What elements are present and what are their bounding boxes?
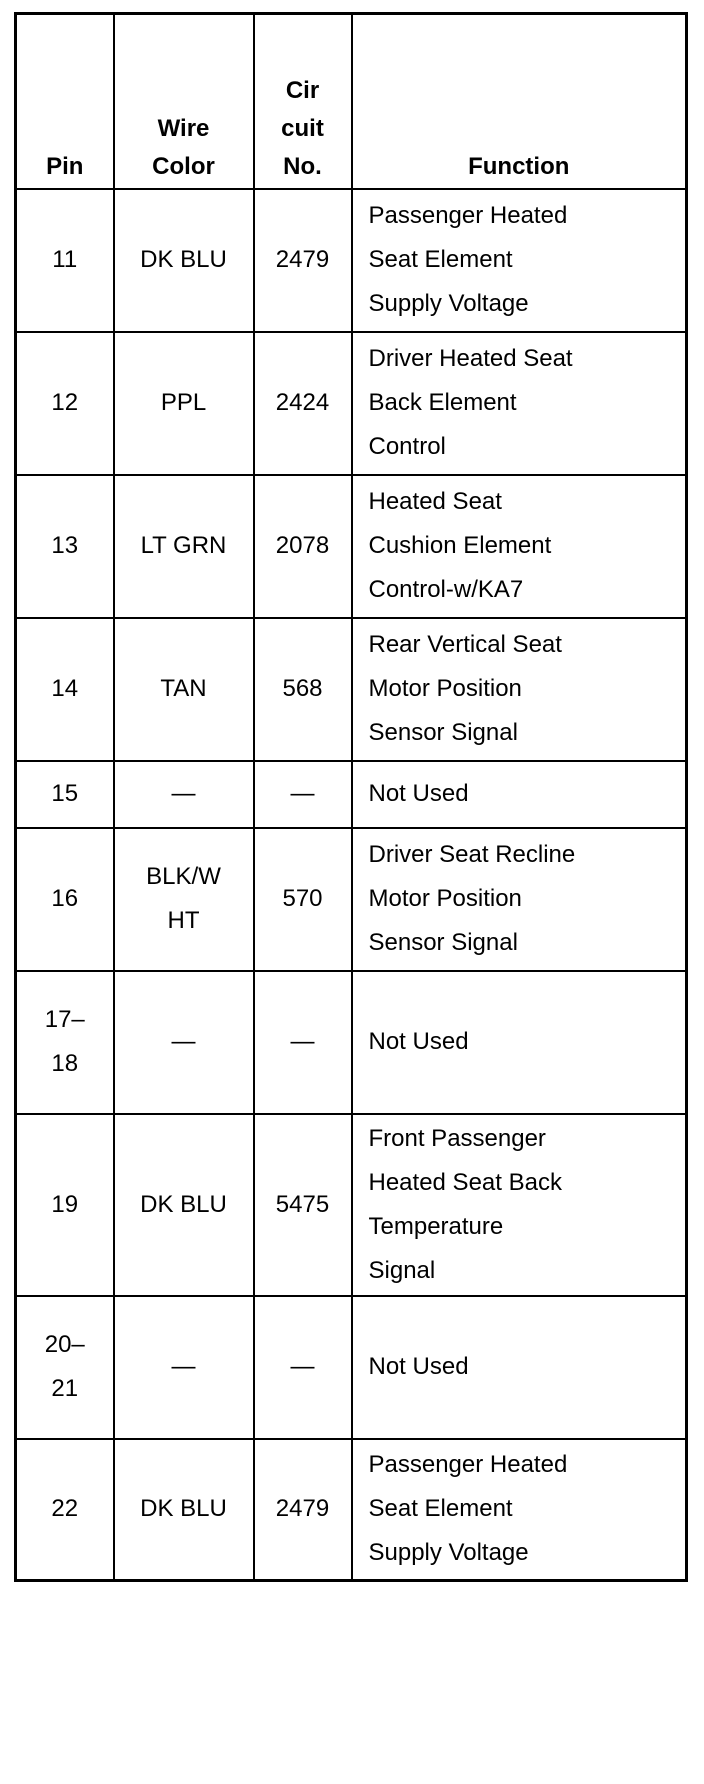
function-cell-line: Passenger Heated: [368, 202, 568, 229]
table-row: [16, 618, 687, 761]
function-cell: [352, 475, 687, 618]
header-function: [352, 14, 687, 189]
function-cell-line: Signal: [368, 1256, 436, 1284]
header-circuit-line-1: Cir: [285, 76, 320, 104]
wire-color-cell: [114, 828, 254, 971]
function-cell: [352, 332, 687, 475]
circuit-cell: —: [254, 761, 352, 828]
circuit-cell: 2479: [254, 1439, 352, 1581]
wire-color-cell: [114, 189, 254, 332]
function-cell-line: Rear Vertical Seat: [368, 631, 562, 658]
table-row: [16, 761, 687, 828]
wire-color-cell: [114, 332, 254, 475]
wire-color-cell-line: PPL: [160, 389, 207, 416]
wire-color-cell-line: BLK/W: [146, 863, 221, 890]
circuit-cell: —: [254, 971, 352, 1114]
wire-color-cell-line: TAN: [160, 675, 207, 702]
header-wire-color-line-2: Color: [152, 152, 215, 180]
wire-color-cell: [114, 1114, 254, 1296]
function-cell-line: Passenger Heated: [368, 1451, 568, 1479]
header-circuit-no: [254, 14, 352, 189]
pin-cell: [16, 1114, 114, 1296]
pin-cell: [16, 1296, 114, 1439]
function-cell-line: Seat Element: [368, 246, 513, 273]
circuit-cell: 2479: [254, 189, 352, 332]
function-cell-line: Driver Seat Recline: [368, 841, 576, 868]
table-row: [16, 828, 687, 971]
wire-color-cell: [114, 971, 254, 1114]
pin-cell-line: 11: [52, 246, 78, 273]
function-cell-line: Motor Position: [368, 885, 522, 912]
function-cell-line: Back Element: [368, 389, 517, 416]
connector-pinout-table: [14, 12, 688, 1582]
header-circuit-line-2: cuit: [281, 114, 324, 142]
wire-color-cell-line: DK BLU: [140, 246, 227, 273]
circuit-cell: 2078: [254, 475, 352, 618]
pin-cell-line: 17–: [44, 1006, 85, 1033]
function-cell-line: Seat Element: [368, 1495, 513, 1523]
pin-cell-line: 15: [51, 780, 79, 807]
header-wire-color: [114, 14, 254, 189]
circuit-cell: —: [254, 1296, 352, 1439]
table-row: [16, 189, 687, 332]
function-cell-line: Temperature: [368, 1212, 504, 1240]
function-cell-line: Sensor Signal: [368, 719, 518, 746]
function-cell-line: Cushion Element: [368, 532, 552, 559]
pin-cell: [16, 971, 114, 1114]
table-row: [16, 1439, 687, 1581]
header-function-label: Function: [468, 152, 570, 180]
function-cell-line: Driver Heated Seat: [368, 345, 573, 372]
table-row: [16, 1114, 687, 1296]
pin-cell-line: 18: [51, 1050, 79, 1077]
header-pin-label: Pin: [46, 152, 84, 180]
pin-cell: [16, 761, 114, 828]
wire-color-cell-line: DK BLU: [140, 1495, 227, 1523]
function-cell-line: Supply Voltage: [368, 290, 529, 317]
header-pin: [16, 14, 114, 189]
wire-color-cell-line: —: [171, 1353, 196, 1380]
wire-color-cell: [114, 475, 254, 618]
wire-color-cell: [114, 1439, 254, 1581]
wire-color-cell-line: LT GRN: [140, 532, 227, 559]
function-cell: [352, 189, 687, 332]
function-cell-line: Not Used: [368, 780, 469, 807]
wire-color-cell-line: —: [171, 780, 196, 807]
circuit-cell: 570: [254, 828, 352, 971]
pin-cell: [16, 618, 114, 761]
function-cell-line: Heated Seat Back: [368, 1168, 562, 1196]
pin-rows: [16, 189, 687, 1581]
pin-cell-line: 21: [51, 1375, 79, 1402]
wire-color-cell-line: HT: [167, 907, 200, 934]
function-cell: [352, 761, 687, 828]
function-cell: [352, 618, 687, 761]
pin-cell: [16, 475, 114, 618]
pin-cell-line: 12: [51, 389, 79, 416]
pin-cell: [16, 189, 114, 332]
function-cell-line: Motor Position: [368, 675, 522, 702]
function-cell: [352, 828, 687, 971]
circuit-cell: 568: [254, 618, 352, 761]
function-cell-line: Control: [368, 433, 446, 460]
table-row: [16, 971, 687, 1114]
table-row: [16, 1296, 687, 1439]
function-cell-line: Control-w/KA7: [368, 576, 524, 603]
wire-color-cell-line: —: [171, 1028, 196, 1055]
function-cell-line: Heated Seat: [368, 488, 502, 515]
table-row: [16, 332, 687, 475]
function-cell-line: Not Used: [368, 1353, 469, 1380]
table-row: [16, 475, 687, 618]
wire-color-cell-line: DK BLU: [140, 1190, 227, 1218]
function-cell: [352, 1439, 687, 1581]
function-cell-line: Sensor Signal: [368, 929, 518, 956]
function-cell: [352, 971, 687, 1114]
pin-cell-line: 16: [51, 885, 79, 912]
function-cell-line: Not Used: [368, 1028, 469, 1055]
function-cell: [352, 1114, 687, 1296]
pin-cell: [16, 332, 114, 475]
header-wire-color-line-1: Wire: [157, 114, 210, 142]
pin-cell: [16, 828, 114, 971]
wire-color-cell: [114, 618, 254, 761]
header-circuit-line-3: No.: [283, 152, 322, 180]
function-cell-line: Front Passenger: [368, 1124, 546, 1152]
pin-cell-line: 22: [51, 1495, 79, 1523]
circuit-cell: 5475: [254, 1114, 352, 1296]
header-row: [16, 14, 687, 189]
function-cell-line: Supply Voltage: [368, 1539, 529, 1567]
wire-color-cell: [114, 761, 254, 828]
pin-cell-line: 19: [51, 1190, 79, 1218]
circuit-cell: 2424: [254, 332, 352, 475]
pin-cell-line: 20–: [44, 1331, 85, 1358]
wire-color-cell: [114, 1296, 254, 1439]
pin-cell-line: 14: [51, 675, 79, 702]
function-cell: [352, 1296, 687, 1439]
pin-cell-line: 13: [51, 532, 79, 559]
pin-cell: [16, 1439, 114, 1581]
